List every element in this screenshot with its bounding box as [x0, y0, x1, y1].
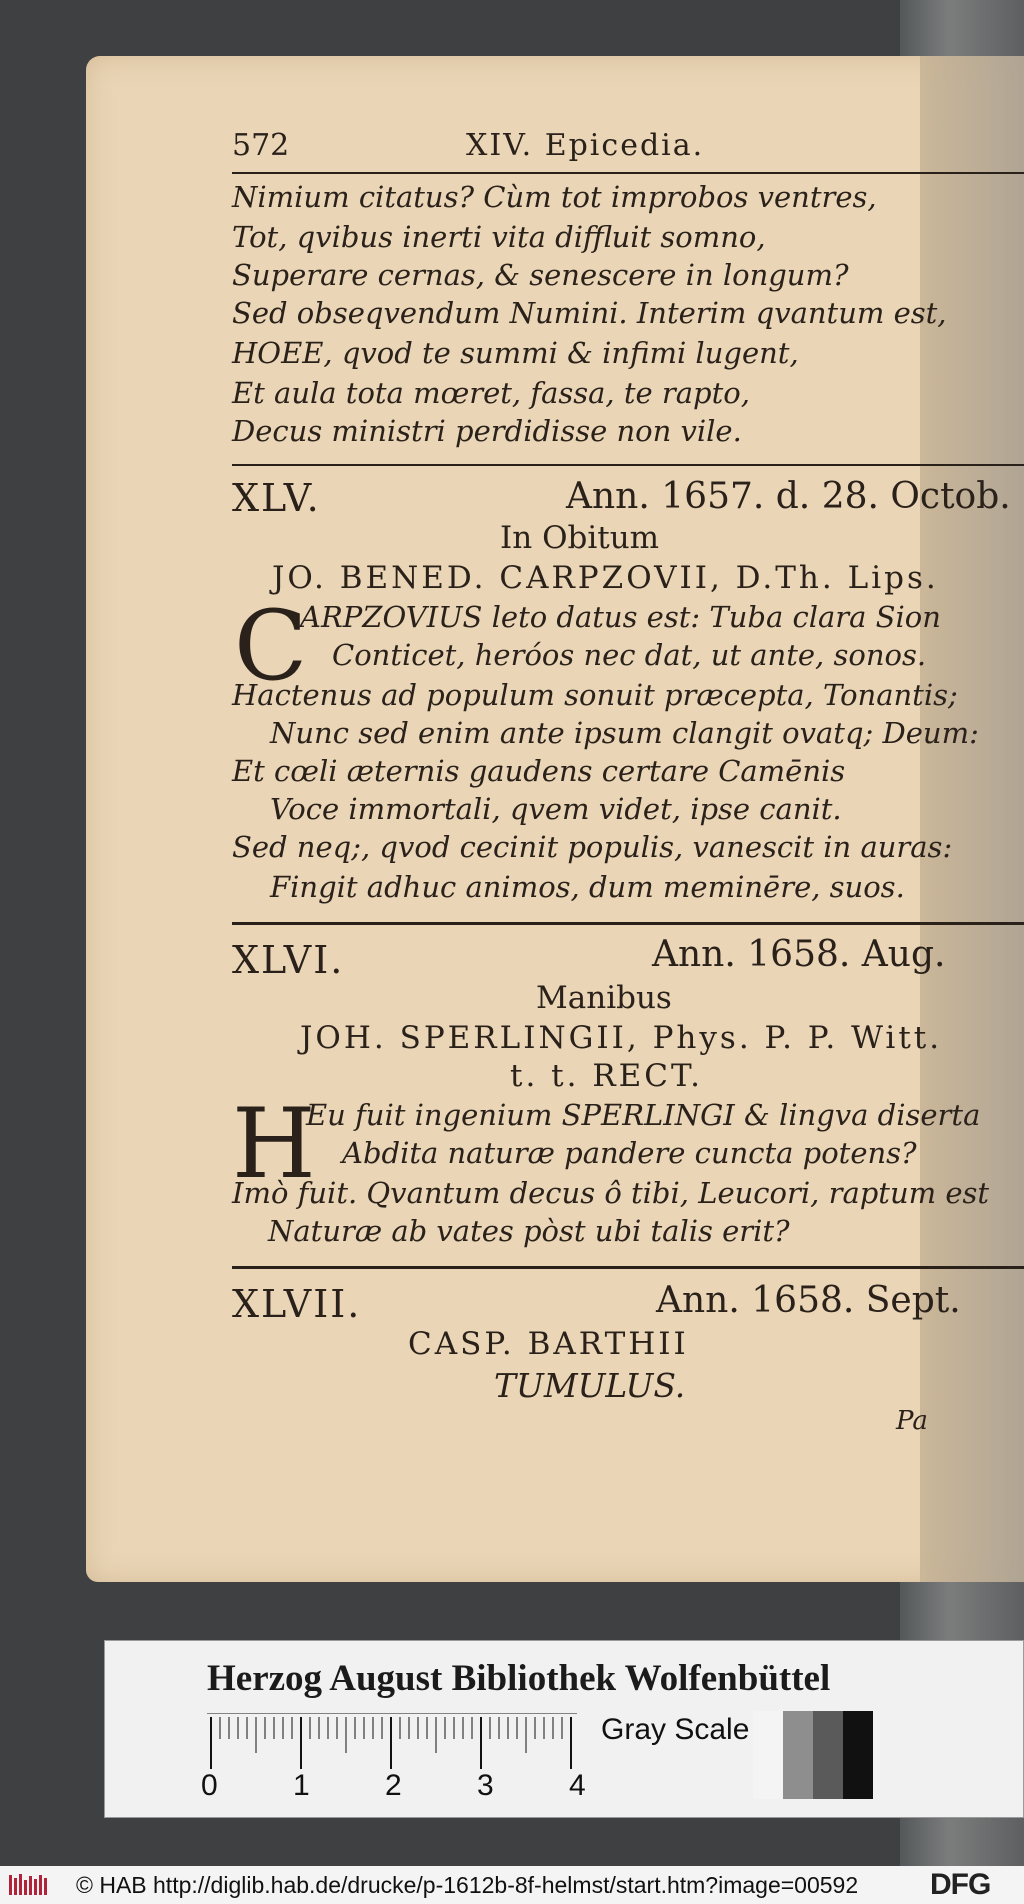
ruler-number: 1	[293, 1769, 310, 1802]
ruler-number: 0	[201, 1769, 218, 1802]
poem-line: Imò fuit. Qvantum decus ô tibi, Leucori, raptum est	[232, 1176, 990, 1210]
catchword: Pa	[896, 1406, 928, 1436]
ruler-number: 2	[385, 1769, 402, 1802]
color-calibration-bar	[104, 1640, 1024, 1818]
section-date: Ann. 1658. Sept.	[656, 1280, 961, 1321]
poem-line: Nimium citatus? Cùm tot improbos ventres,	[232, 180, 877, 214]
gray-swatches	[753, 1711, 873, 1799]
hab-logo-icon	[8, 1872, 48, 1898]
section-date: Ann. 1658. Aug.	[652, 934, 946, 975]
section-heading: In Obitum	[500, 520, 660, 556]
poem-line: Hactenus ad populum sonuit præcepta, Tonantis;	[232, 678, 958, 712]
section-rule	[232, 922, 1024, 925]
section-heading: t. t. RECT.	[510, 1058, 703, 1094]
poem-line: HOEE, qvod te summi & infimi lugent,	[232, 336, 799, 370]
ruler-number: 4	[569, 1769, 586, 1802]
gray-swatch	[813, 1711, 843, 1799]
copyright-url-link[interactable]: © HAB http://diglib.hab.de/drucke/p-1612b-8f-helmst/start.htm?image=00592	[76, 1872, 859, 1898]
gray-swatch	[843, 1711, 873, 1799]
drop-cap: H	[232, 1088, 316, 1200]
poem-line: Abdita naturæ pandere cuncta potens?	[342, 1136, 917, 1170]
section-number: XLV.	[232, 476, 321, 520]
poem-line: Conticet, heróos nec dat, ut ante, sonos.	[332, 638, 927, 672]
section-rule	[232, 1266, 1024, 1269]
section-heading: JO. BENED. CARPZOVII, D.Th. Lips.	[272, 560, 939, 596]
running-head: XIV. Epicedia.	[466, 128, 705, 163]
poem-line: Sed neq;, qvod cecinit populis, vanescit in auras:	[232, 830, 953, 864]
poem-line: Sed obseqvendum Numini. Interim qvantum est,	[232, 296, 947, 330]
gray-scale-label: Gray Scale	[601, 1713, 750, 1746]
poem-line: Voce immortali, qvem videt, ipse canit.	[270, 792, 842, 826]
header-rule	[232, 172, 1024, 174]
library-name: Herzog August Bibliothek Wolfenbüttel	[207, 1658, 831, 1699]
section-heading: TUMULUS.	[494, 1366, 686, 1405]
poem-line: Superare cernas, & senescere in longum?	[232, 258, 849, 292]
poem-line: Nunc sed enim ante ipsum clangit ovatq; Deum:	[270, 716, 979, 750]
poem-line: ARPZOVIUS leto datus est: Tuba clara Sion	[300, 600, 941, 634]
poem-line: Et cœli æternis gaudens certare Camēnis	[232, 754, 846, 788]
section-heading: Manibus	[536, 980, 672, 1016]
gray-swatch	[753, 1711, 783, 1799]
poem-line: Naturæ ab vates pòst ubi talis erit?	[268, 1214, 790, 1248]
section-rule	[232, 464, 1024, 466]
page-number: 572	[232, 128, 290, 163]
gray-swatch	[783, 1711, 813, 1799]
ruler-number: 3	[477, 1769, 494, 1802]
section-number: XLVI.	[232, 938, 345, 982]
page-fold-edge	[920, 56, 1024, 1582]
dfg-logo: DFG	[930, 1868, 991, 1901]
section-date: Ann. 1657. d. 28. Octob.	[566, 476, 1011, 517]
poem-line: Decus ministri perdidisse non vile.	[232, 414, 742, 448]
section-heading: JOH. SPERLINGII, Phys. P. P. Witt.	[300, 1020, 943, 1056]
footer-bar	[0, 1866, 1024, 1904]
poem-line: Fingit adhuc animos, dum meminēre, suos.	[270, 870, 905, 904]
section-number: XLVII.	[232, 1282, 362, 1326]
drop-cap: C	[234, 590, 308, 702]
poem-line: Tot, qvibus inerti vita diffluit somno,	[232, 220, 766, 254]
ruler-scale	[207, 1713, 577, 1769]
section-heading: CASP. BARTHII	[408, 1326, 689, 1362]
poem-line: Et aula tota mœret, fassa, te rapto,	[232, 376, 750, 410]
poem-line: Eu fuit ingenium SPERLINGI & lingva diserta	[306, 1098, 981, 1132]
